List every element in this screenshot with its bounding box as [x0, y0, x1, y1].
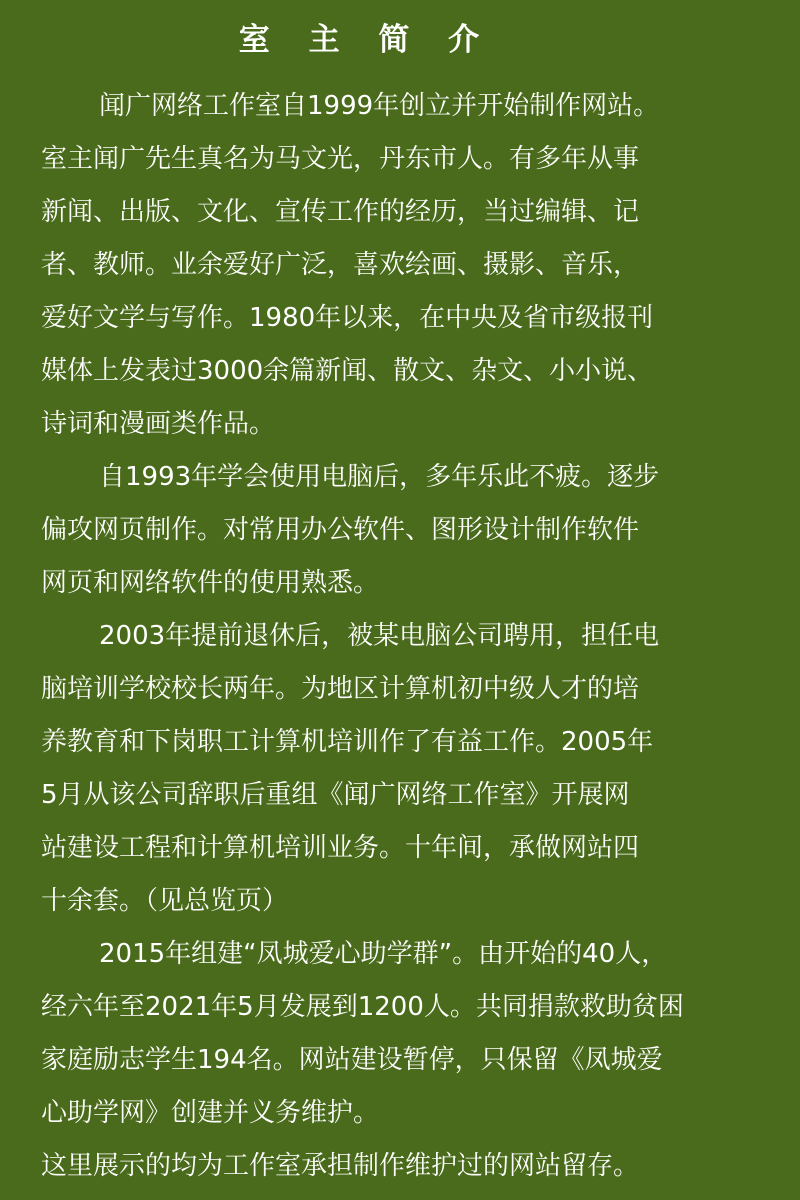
text-line: 新闻、出版、文化、宣传工作的经历，当过编辑、记: [41, 197, 640, 227]
text-line: 闻广网络工作室自1999年创立并开始制作网站。: [99, 91, 660, 121]
text-line: 者、教师。业余爱好广泛，喜欢绘画、摄影、音乐，: [41, 250, 640, 280]
text-line: 养教育和下岗职工计算机培训作了有益工作。2005年: [41, 727, 654, 757]
paragraph: [41, 451, 761, 610]
text-line: 心助学网》创建并义务维护。: [41, 1098, 380, 1128]
footer-note: 这里展示的均为工作室承担制作维护过的网站留存。: [41, 1151, 640, 1181]
text-line: 自1993年学会使用电脑后，多年乐此不疲。逐步: [99, 462, 660, 492]
text-line: 诗词和漫画类作品。: [41, 409, 276, 439]
text-line: 爱好文学与写作。1980年以来，在中央及省市级报刊: [41, 303, 654, 333]
paragraph: [41, 610, 761, 928]
text-line: 十余套。（见总览页）: [41, 886, 289, 916]
text-line: 脑培训学校校长两年。为地区计算机初中级人才的培: [41, 674, 640, 704]
text-line: 偏攻网页制作。对常用办公软件、图形设计制作软件: [41, 515, 640, 545]
text-line: 站建设工程和计算机培训业务。十年间，承做网站四: [41, 833, 640, 863]
text-line: 室主闻广先生真名为马文光，丹东市人。有多年从事: [41, 144, 640, 174]
text-line: 家庭励志学生194名。网站建设暂停，只保留《凤城爱: [41, 1045, 663, 1075]
intro-body: [41, 80, 761, 1193]
text-line: 媒体上发表过3000余篇新闻、散文、杂文、小小说、: [41, 356, 654, 386]
paragraph: [41, 928, 761, 1140]
paragraph: [41, 80, 761, 451]
text-line: 2003年提前退休后，被某电脑公司聘用，担任电: [99, 621, 660, 651]
text-line: 5月从该公司辞职后重组《闻广网络工作室》开展网: [41, 780, 630, 810]
text-line: 经六年至2021年5月发展到1200人。共同捐款救助贫困: [41, 992, 684, 1022]
text-line: 网页和网络软件的使用熟悉。: [41, 568, 380, 598]
text-line: 2015年组建“凤城爱心助学群”。由开始的40人，: [99, 939, 668, 969]
page-title: 室 主 简 介: [238, 22, 494, 58]
